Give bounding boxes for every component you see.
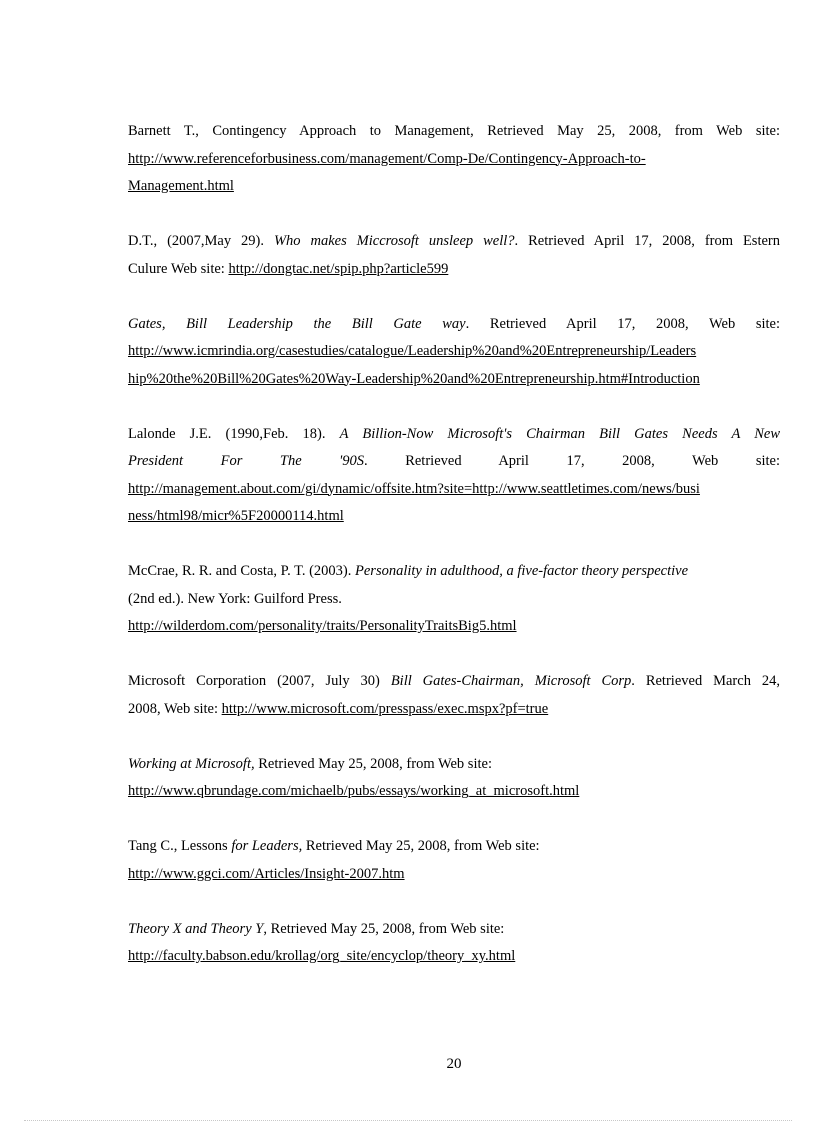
reference-link[interactable]: http://dongtac.net/spip.php?article599 [228,260,449,277]
reference-line [128,421,780,449]
reference-list [128,118,780,998]
reference-title: Personality in adulthood, a five-factor theory perspective [355,563,689,579]
reference-title: for Leaders, [231,838,303,854]
reference-entry [128,668,780,723]
page-number: 20 [446,1056,462,1072]
reference-line [128,558,780,586]
reference-line [128,751,780,779]
reference-line [128,833,780,861]
reference-entry [128,833,780,888]
reference-link[interactable]: http://wilderdom.com/personality/traits/PersonalityTraitsBig5.html [128,618,517,634]
reference-line [128,778,780,806]
reference-line [128,613,780,641]
reference-text: McCrae, R. R. and Costa, P. T. (2003). [128,563,356,579]
reference-line [128,696,780,724]
reference-line [128,366,780,394]
reference-text: Retrieved May 25, 2008, from Web site: [254,755,492,772]
reference-link[interactable]: http://www.microsoft.com/presspass/exec.mspx?pf=true [221,700,549,717]
reference-entry [128,751,780,806]
reference-line [128,228,780,256]
reference-line [128,173,780,201]
reference-line [128,146,780,174]
reference-text: . Retrieved April 17, 2008, from Estern [514,233,780,249]
reference-link[interactable]: http://www.qbrundage.com/michaelb/pubs/essays/working_at_microsoft.html [128,783,580,799]
reference-line [128,943,780,971]
reference-line [128,311,780,339]
reference-text: . Retrieved March 24, [631,673,780,689]
reference-text: Microsoft Corporation (2007, July 30) [128,673,391,689]
reference-entry [128,916,780,971]
reference-line [128,476,780,504]
reference-text: . Retrieved April 17, 2008, Web site: [465,315,780,332]
reference-line [128,448,780,476]
reference-text: 2008, Web site: [128,700,222,717]
reference-title: A Billion-Now Microsoft's Chairman Bill Gates Needs A New [339,425,780,442]
reference-line [128,586,780,614]
reference-text: . Retrieved April 17, 2008, Web site: [364,453,780,469]
reference-text: (2nd ed.). New York: Guilford Press. [128,590,342,607]
reference-line [128,118,780,146]
reference-entry [128,421,780,531]
reference-line [128,861,780,889]
reference-line [128,338,780,366]
reference-title: Theory X and Theory Y [128,920,264,937]
reference-text: Culure Web site: [128,260,229,277]
reference-title: Gates, Bill Leadership the Bill Gate way [128,315,466,332]
reference-text: Lalonde J.E. (1990,Feb. 18). [128,425,340,442]
reference-text: D.T., (2007,May 29). [128,233,274,249]
reference-entry [128,558,780,641]
reference-title: Bill Gates-Chairman, Microsoft Corp [390,673,632,689]
reference-entry [128,118,780,201]
reference-text: Barnett T., Contingency Approach to Management, Retrieved May 25, 2008, from Web site: [128,123,780,139]
reference-text: Retrieved May 25, 2008, from Web site: [302,838,540,854]
reference-title: Who makes Miccrosoft unsleep well? [273,233,515,249]
reference-link[interactable]: http://www.ggci.com/Articles/Insight-2007.htm [128,865,405,882]
reference-line [128,503,780,531]
reference-link[interactable]: hip%20the%20Bill%20Gates%20Way-Leadership%20and%20Entrepreneurship.htm#Introduction [128,370,700,387]
reference-line [128,668,780,696]
reference-text: , Retrieved May 25, 2008, from Web site: [263,920,505,937]
reference-link[interactable]: http://management.about.com/gi/dynamic/offsite.htm?site=http://www.seattletimes.com/news/busi [128,480,700,497]
reference-title: Working at Microsoft, [128,755,255,772]
reference-link[interactable]: http://faculty.babson.edu/krollag/org_site/encyclop/theory_xy.html [128,948,516,964]
reference-link[interactable]: ness/html98/micr%5F20000114.html [128,508,344,524]
reference-link[interactable]: Management.html [128,178,234,194]
reference-entry [128,228,780,283]
reference-link[interactable]: http://www.referenceforbusiness.com/management/Comp-De/Contingency-Approach-to- [128,150,646,167]
reference-line [128,256,780,284]
reference-title: President For The '90S [128,453,365,469]
reference-link[interactable]: http://www.icmrindia.org/casestudies/catalogue/Leadership%20and%20Entrepreneurship/Leaders [128,343,697,359]
reference-entry [128,311,780,394]
page-bottom-border [24,1120,792,1121]
reference-line [128,916,780,944]
reference-text: Tang C., Lessons [128,838,232,854]
